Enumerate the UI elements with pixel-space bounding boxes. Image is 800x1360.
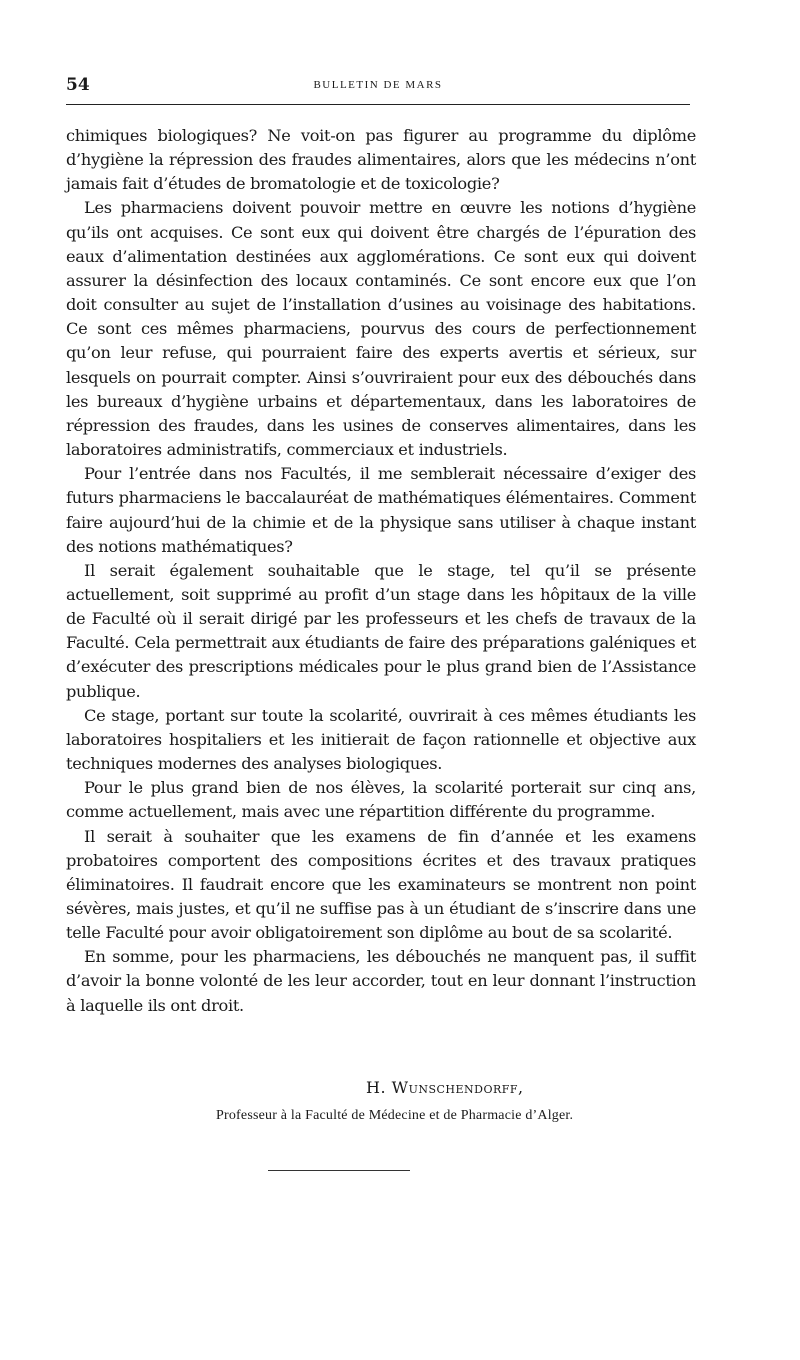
paragraph: chimiques biologiques? Ne voit-on pas figurer au programme du diplôme d’hygiène la répression des fraudes alimentaires, alors que les médecins n’ont jamais fait d’études de bromatologie et de toxicologie?: [66, 126, 696, 194]
paragraph: En somme, pour les pharmaciens, les débouchés ne manquent pas, il suffit d’avoir la bonne volonté de les leur accorder, tout en leur donnant l’instruction à laquelle ils ont droit.: [66, 947, 696, 1015]
author-signature: H. Wunschendorff,: [366, 1078, 524, 1097]
paragraph: Pour l’entrée dans nos Facultés, il me semblerait nécessaire d’exiger des futurs pharmaciens le baccalauréat de mathématiques élémentaires. Comment faire aujourd’hui de la chimie et de la physique sans utiliser à chaque instant des notions mathématiques?: [66, 464, 696, 556]
running-title: BULLETIN DE MARS: [313, 79, 443, 91]
end-rule: [268, 1170, 410, 1171]
paragraph: Les pharmaciens doivent pouvoir mettre en œuvre les notions d’hygiène qu’ils ont acquises. Ce sont eux qui doivent être chargés de l’épuration des eaux d’alimentation destinées aux agglomérations. Ce sont eux qui doivent assurer la désinfection des locaux contaminés. Ce sont encore eux que l’on doit consulter au sujet de l’installation d’usines au voisinage des habitations. Ce sont ces mêmes pharmaciens, pourvus des cours de perfectionnement qu’on leur refuse, qui pourraient faire des experts avertis et sérieux, sur lesquels on pourrait compter. Ainsi s’ouvriraient pour eux des débouchés dans les bureaux d’hygiène urbains et départementaux, dans les laboratoires de répression des fraudes, dans les usines de conserves alimentaires, dans les laboratoires administratifs, commerciaux et industriels.: [66, 198, 696, 460]
paragraph: Il serait à souhaiter que les examens de fin d’année et les examens probatoires comportent des compositions écrites et des travaux pratiques éliminatoires. Il faudrait encore que les examinateurs se montrent non point sévères, mais justes, et qu’il ne suffise pas à un étudiant de s’inscrire dans une telle Faculté pour avoir obligatoirement son diplôme au bout de sa scolarité.: [66, 826, 696, 943]
article-body: [66, 124, 696, 1018]
paragraph: Ce stage, portant sur toute la scolarité, ouvrirait à ces mêmes étudiants les laboratoires hospitaliers et les initierait de façon rationnelle et objective aux techniques modernes des analyses biologiques.: [66, 705, 696, 774]
author-affiliation: Professeur à la Faculté de Médecine et de Pharmacie d’Alger.: [216, 1108, 574, 1123]
page-header: [66, 74, 690, 96]
paragraph: Pour le plus grand bien de nos élèves, la scolarité porterait sur cinq ans, comme actuellement, mais avec une répartition différente du programme.: [66, 778, 696, 822]
paragraph: Il serait également souhaitable que le stage, tel qu’il se présente actuellement, soit supprimé au profit d’un stage dans les hôpitaux de la ville de Faculté où il serait dirigé par les professeurs et les chefs de travaux de la Faculté. Cela permettrait aux étudiants de faire des préparations galéniques et d’exécuter des prescriptions médicales pour le plus grand bien de l’Assistance publique.: [66, 560, 696, 701]
page-number: 54: [66, 75, 90, 95]
header-rule: [66, 104, 690, 105]
